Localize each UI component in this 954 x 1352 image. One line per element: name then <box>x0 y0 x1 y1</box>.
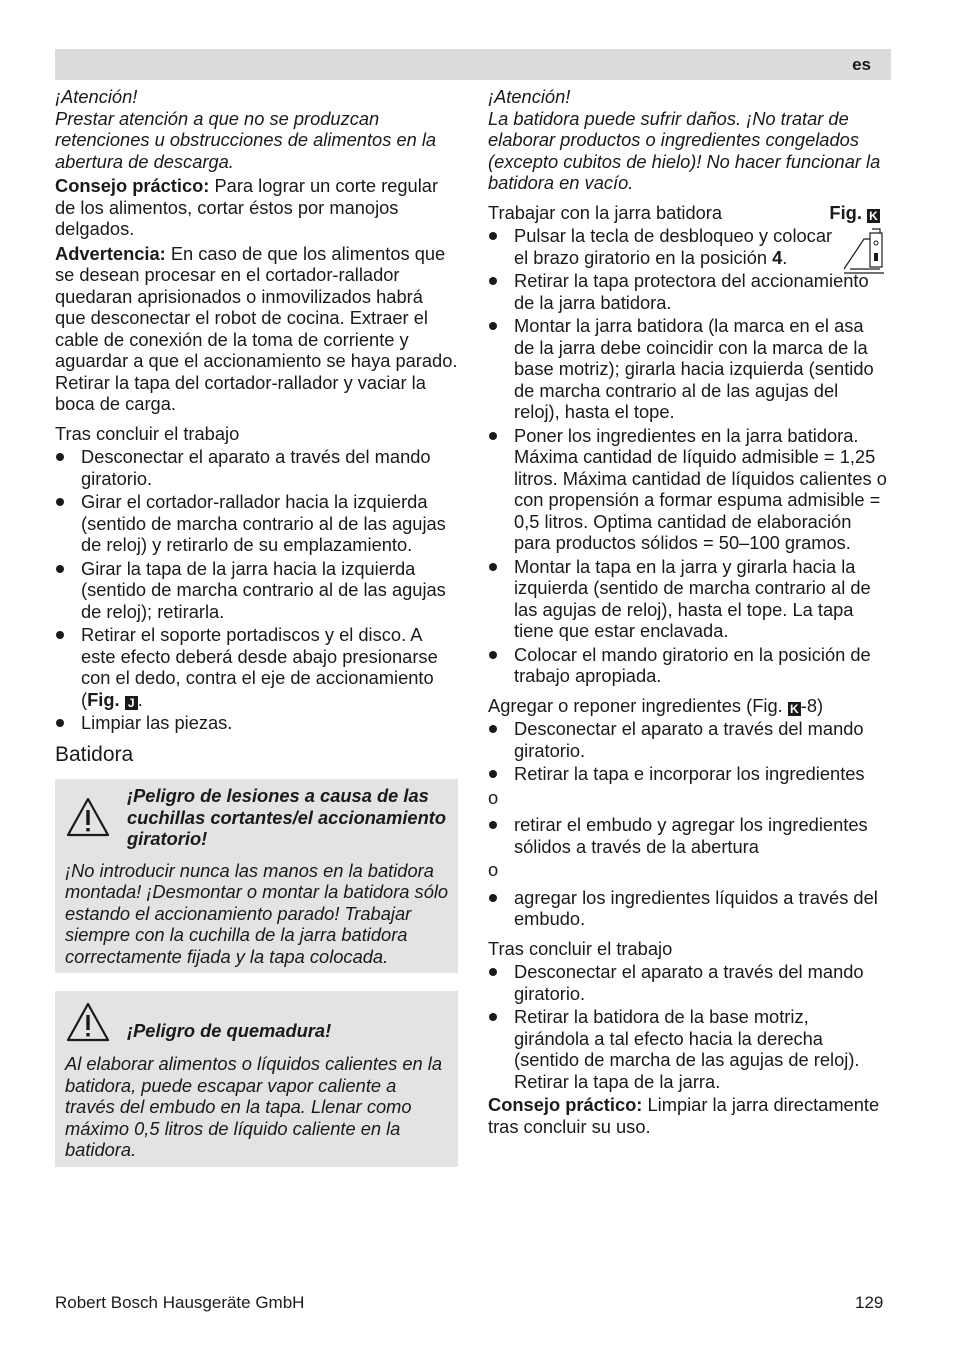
footer-company: Robert Bosch Hausgeräte GmbH <box>55 1293 305 1312</box>
trabajar-heading-row <box>488 202 888 224</box>
fig-letter-badge: J <box>125 696 138 710</box>
page-number: 129 <box>855 1293 884 1312</box>
warning-box-header <box>65 785 450 850</box>
or-separator: o <box>488 859 499 880</box>
list-item: Desconectar el aparato a través del mando giratorio. <box>488 961 888 1004</box>
warning-box-header <box>65 1001 450 1043</box>
advertencia-paragraph <box>55 243 458 415</box>
consejo-label: Consejo práctico: <box>55 175 210 196</box>
advertencia-text: En caso de que los alimentos que se desean procesar en el cortador-rallador quedaran aprisionados o inmovilizados habrá que desconectar el robot de cocina. Extraer el cable de conexión de la toma de corriente y aguardar a que el accionamiento se haya parado. Retirar la tapa del cortador-rallador y vaciar la boca de carga. <box>55 242 458 414</box>
left-column <box>55 86 458 1185</box>
agregar-list-2 <box>488 814 888 857</box>
retirar-soporte-end: . <box>137 688 143 710</box>
batidora-title: Batidora <box>55 742 134 766</box>
agregar-heading <box>488 695 888 717</box>
item-text: Pulsar la tecla de desbloqueo y colocar el brazo giratorio en la posición <box>514 225 833 268</box>
fig-letter-badge: K <box>788 702 801 716</box>
consejo-label: Consejo práctico: <box>488 1094 643 1115</box>
list-item: Retirar la batidora de la base motriz, girándola a tal efecto hacia la derecha (sentido de marcha de las agujas de reloj). Retirar la tapa de la jarra. <box>488 1006 888 1092</box>
trabajar-list <box>488 225 888 687</box>
header-bar <box>55 49 891 80</box>
agregar-heading-text: Agregar o reponer ingredientes (Fig. <box>488 694 788 716</box>
item-end: . <box>782 246 788 268</box>
fig-label: Fig. <box>829 201 862 223</box>
agregar-list-3 <box>488 887 888 930</box>
retirar-soporte-text: Retirar el soporte portadiscos y el disco. A este efecto deberá desde abajo presionarse con el dedo, contra el eje de accionamiento ( <box>81 624 438 710</box>
tras-concluir-list <box>488 961 888 1092</box>
list-item: Retirar la tapa e incorporar los ingredientes <box>488 763 888 785</box>
tras-concluir-heading: Tras concluir el trabajo <box>55 422 240 444</box>
list-item: Girar el cortador-rallador hacia la izquierda (sentido de marcha contrario al de las agujas de reloj) y retirarlo de su emplazamiento. <box>55 491 458 556</box>
warning-box-lesiones <box>55 779 458 973</box>
list-item: Desconectar el aparato a través del mando giratorio. <box>55 446 458 489</box>
warning-triangle-icon <box>65 1001 111 1043</box>
advertencia-label: Advertencia: <box>55 242 166 264</box>
warning-triangle-icon <box>65 796 111 838</box>
atencion-title: ¡Atención! <box>488 86 571 107</box>
atencion-title: ¡Atención! <box>55 86 138 107</box>
list-item: Montar la tapa en la jarra y girarla hacia la izquierda (sentido de marcha contrario al de las agujas de reloj), hasta el tope. La tapa tiene que estar enclavada. <box>488 556 888 642</box>
list-item: Desconectar el aparato a través del mando giratorio. <box>488 718 888 761</box>
tras-concluir-list <box>55 446 458 734</box>
warning-title: ¡Peligro de quemadura! <box>127 1020 332 1042</box>
trabajar-section <box>488 225 888 687</box>
list-item <box>488 225 888 268</box>
consejo-paragraph <box>488 1094 888 1137</box>
language-code: es <box>852 55 871 74</box>
list-item: agregar los ingredientes líquidos a través del embudo. <box>488 887 888 930</box>
right-column <box>488 86 888 1140</box>
agregar-list <box>488 718 888 785</box>
tras-concluir-heading: Tras concluir el trabajo <box>488 937 673 959</box>
list-item: Retirar la tapa protectora del accionamiento de la jarra batidora. <box>488 270 888 313</box>
consejo-text: Para lograr un corte regular de los alimentos, cortar éstos por manojos delgados. <box>55 175 439 239</box>
warning-title: ¡Peligro de lesiones a causa de las cuchillas cortantes/el accionamiento giratorio! <box>127 785 447 849</box>
list-item: Montar la jarra batidora (la marca en el asa de la jarra debe coincidir con la marca de la base motriz); girarla hacia izquierda (sentido de marcha contrario al de las agujas del reloj), hasta el tope. <box>488 315 888 423</box>
agregar-heading-end: -8) <box>800 694 824 716</box>
position-number: 4 <box>772 246 783 268</box>
list-item <box>55 624 458 710</box>
consejo-paragraph <box>55 175 458 240</box>
fig-letter-badge: K <box>867 209 880 223</box>
fig-reference <box>829 202 880 224</box>
atencion-text: Prestar atención a que no se produzcan retenciones u obstrucciones de alimentos en la abertura de descarga. <box>55 107 437 172</box>
consejo-text: Limpiar la jarra directamente tras concluir su uso. <box>488 1094 880 1137</box>
warning-box-quemadura <box>55 991 458 1167</box>
fig-label: Fig. <box>87 688 120 710</box>
atencion-text: La batidora puede sufrir daños. ¡No tratar de elaborar productos o ingredientes congelados (excepto cubitos de hielo)! No hacer funcionar la batidora en vacío. <box>488 107 881 193</box>
warning-text: ¡No introducir nunca las manos en la batidora montada! ¡Desmontar o montar la batidora sólo estando el accionamiento parado! Trabajar siempre con la cuchilla de la jarra batidora correctamente fijada y la tapa colocada. <box>65 859 449 967</box>
item-extra-text: Máxima cantidad de líquido admisible = 1,25 litros. Máxima cantidad de líquidos calientes o con propensión a formar espuma admisible = 0,5 litros. Optima cantidad de elaboración para productos sólidos = 50–100 gramos. <box>514 446 887 553</box>
warning-text: Al elaborar alimentos o líquidos calientes en la batidora, puede escapar vapor caliente a través del embudo en la tapa. Llenar como máximo 0,5 litros de líquido caliente en la batidora. <box>65 1053 443 1160</box>
list-item: Limpiar las piezas. <box>55 712 458 734</box>
list-item: Colocar el mando giratorio en la posición de trabajo apropiada. <box>488 644 888 687</box>
trabajar-heading: Trabajar con la jarra batidora <box>488 201 723 223</box>
list-item: retirar el embudo y agregar los ingredientes sólidos a través de la abertura <box>488 814 888 857</box>
or-separator: o <box>488 786 499 808</box>
list-item: Girar la tapa de la jarra hacia la izquierda (sentido de marcha contrario al de las agujas de reloj); retirarla. <box>55 558 458 623</box>
item-text: Poner los ingredientes en la jarra batidora. <box>514 424 859 446</box>
list-item <box>488 425 888 554</box>
